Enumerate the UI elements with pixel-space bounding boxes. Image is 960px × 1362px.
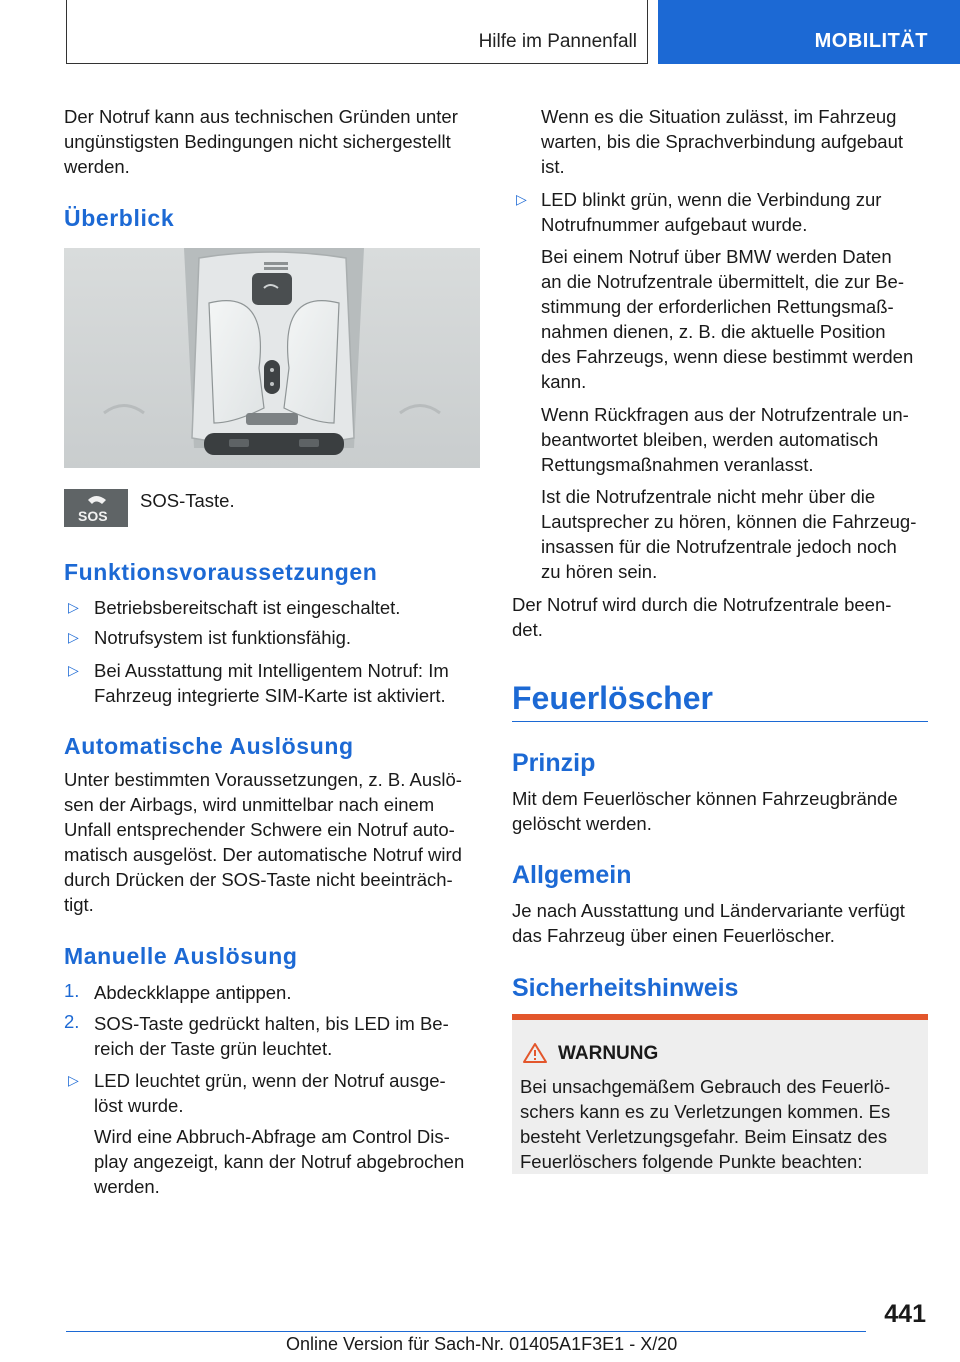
- header-chapter-box: [658, 0, 960, 64]
- warning-box: [512, 1014, 928, 1174]
- bullet-triangle-icon: ▷: [516, 191, 527, 207]
- general-line-1: Je nach Ausstattung und Ländervariante verfügt: [512, 900, 905, 921]
- speaker-line-2: Lautsprecher zu hören, können die Fahrzeug-: [541, 511, 917, 532]
- cancel-line-2: play angezeigt, kann der Notruf abgebrochen: [94, 1151, 465, 1172]
- warning-triangle-icon: [522, 1042, 548, 1064]
- heading-automatic: Automatische Auslösung: [64, 733, 354, 759]
- questions-line-2: beantwortet bleiben, werden automatisch: [541, 429, 879, 450]
- warning-line-1: Bei unsachgemäßem Gebrauch des Feuerlö-: [520, 1076, 891, 1097]
- header-chapter-title: MOBILITÄT: [814, 30, 928, 52]
- blink-line-1: LED blinkt grün, wenn die Verbindung zur: [541, 189, 882, 210]
- general-line-2: das Fahrzeug über einen Feuerlöscher.: [512, 925, 835, 946]
- auto-line-2: sen der Airbags, wird unmittelbar nach einem: [64, 794, 435, 815]
- cancel-line-1: Wird eine Abbruch-Abfrage am Control Dis-: [94, 1126, 450, 1147]
- blink-line-2: Notrufnummer aufgebaut wurde.: [541, 214, 808, 235]
- wait-line-2: warten, bis die Sprachverbindung aufgebaut: [541, 131, 904, 152]
- bullet-triangle-icon: ▷: [68, 629, 79, 645]
- heading-principle: Prinzip: [512, 749, 596, 777]
- header-section-box: [66, 0, 648, 64]
- heading-requirements: Funktionsvoraussetzungen: [64, 559, 378, 585]
- auto-line-1: Unter bestimmten Voraussetzungen, z. B. Auslö-: [64, 769, 462, 790]
- auto-line-5: durch Drücken der SOS-Taste nicht beeinträch-: [64, 869, 453, 890]
- intro-line-2: ungünstigsten Bedingungen nicht sichergestellt: [64, 131, 451, 152]
- questions-line-1: Wenn Rückfragen aus der Notrufzentrale un-: [541, 404, 909, 425]
- speaker-line-4: zu hören sein.: [541, 561, 658, 582]
- header-section-title: Hilfe im Pannenfall: [478, 31, 637, 52]
- req-item-3-line-1: Bei Ausstattung mit Intelligentem Notruf: Im: [94, 660, 449, 681]
- end-line-1: Der Notruf wird durch die Notrufzentrale been-: [512, 594, 892, 615]
- bmw-line-3: stimmung der erforderlichen Rettungsmaß-: [541, 296, 894, 317]
- heading-fire-extinguisher: Feuerlöscher: [512, 680, 713, 716]
- heading-safety: Sicherheitshinweis: [512, 974, 739, 1002]
- bmw-line-5: des Fahrzeugs, wenn diese bestimmt werden: [541, 346, 914, 367]
- bullet-triangle-icon: ▷: [68, 599, 79, 615]
- auto-line-6: tigt.: [64, 894, 94, 915]
- wait-line-1: Wenn es die Situation zulässt, im Fahrzeug: [541, 106, 897, 127]
- bullet-triangle-icon: ▷: [68, 1072, 79, 1088]
- heading-general: Allgemein: [512, 861, 632, 889]
- wait-line-3: ist.: [541, 156, 565, 177]
- intro-line-1: Der Notruf kann aus technischen Gründen unter: [64, 106, 458, 127]
- heading-manual: Manuelle Auslösung: [64, 943, 298, 969]
- bullet-triangle-icon: ▷: [68, 662, 79, 678]
- led-bullet-line-1: LED leuchtet grün, wenn der Notruf ausge-: [94, 1070, 446, 1091]
- warning-line-2: schers kann es zu Verletzungen kommen. Es: [520, 1101, 891, 1122]
- bmw-line-2: an die Notrufzentrale übermittelt, die zur Be-: [541, 271, 904, 292]
- sos-caption: SOS-Taste.: [140, 490, 235, 511]
- step-2-line-1: SOS-Taste gedrückt halten, bis LED im Be-: [94, 1013, 449, 1034]
- footer-rule: [66, 1331, 866, 1332]
- req-item-1: Betriebsbereitschaft ist eingeschaltet.: [94, 597, 401, 618]
- speaker-line-3: insassen für die Notrufzentrale jedoch noch: [541, 536, 897, 557]
- step-2-line-2: reich der Taste grün leuchtet.: [94, 1038, 333, 1059]
- bmw-line-1: Bei einem Notruf über BMW werden Daten: [541, 246, 892, 267]
- questions-line-3: Rettungsmaßnahmen veranlasst.: [541, 454, 814, 475]
- step-number: 2.: [64, 1011, 80, 1032]
- end-line-2: det.: [512, 619, 543, 640]
- warning-title: WARNUNG: [558, 1043, 659, 1064]
- bmw-line-4: nahmen dienen, z. B. die aktuelle Position: [541, 321, 886, 342]
- footer-text: Online Version für Sach-Nr. 01405A1F3E1 - X/20: [286, 1334, 678, 1354]
- overhead-console-image: [64, 248, 480, 468]
- page-number: 441: [884, 1300, 926, 1328]
- req-item-2: Notrufsystem ist funktionsfähig.: [94, 627, 352, 648]
- intro-line-3: werden.: [64, 156, 130, 177]
- heading-rule: [512, 721, 928, 722]
- bmw-line-6: kann.: [541, 371, 587, 392]
- led-bullet-line-2: löst wurde.: [94, 1095, 184, 1116]
- req-item-3-line-2: Fahrzeug integrierte SIM-Karte ist aktiviert.: [94, 685, 446, 706]
- heading-overview: Überblick: [64, 205, 175, 231]
- principle-line-1: Mit dem Feuerlöscher können Fahrzeugbrände: [512, 788, 898, 809]
- sos-icon-label: SOS: [78, 508, 108, 524]
- warning-bar: [512, 1014, 928, 1020]
- auto-line-3: Unfall entsprechender Schwere ein Notruf auto-: [64, 819, 455, 840]
- step-number: 1.: [64, 980, 80, 1001]
- sos-button-icon: [64, 489, 128, 527]
- principle-line-2: gelöscht werden.: [512, 813, 652, 834]
- step-1-text: Abdeckklappe antippen.: [94, 982, 292, 1003]
- auto-line-4: matisch ausgelöst. Der automatische Notruf wird: [64, 844, 462, 865]
- warning-line-4: Feuerlöschers folgende Punkte beachten:: [520, 1151, 863, 1172]
- warning-line-3: besteht Verletzungsgefahr. Beim Einsatz des: [520, 1126, 888, 1147]
- cancel-line-3: werden.: [94, 1176, 160, 1197]
- speaker-line-1: Ist die Notrufzentrale nicht mehr über die: [541, 486, 876, 507]
